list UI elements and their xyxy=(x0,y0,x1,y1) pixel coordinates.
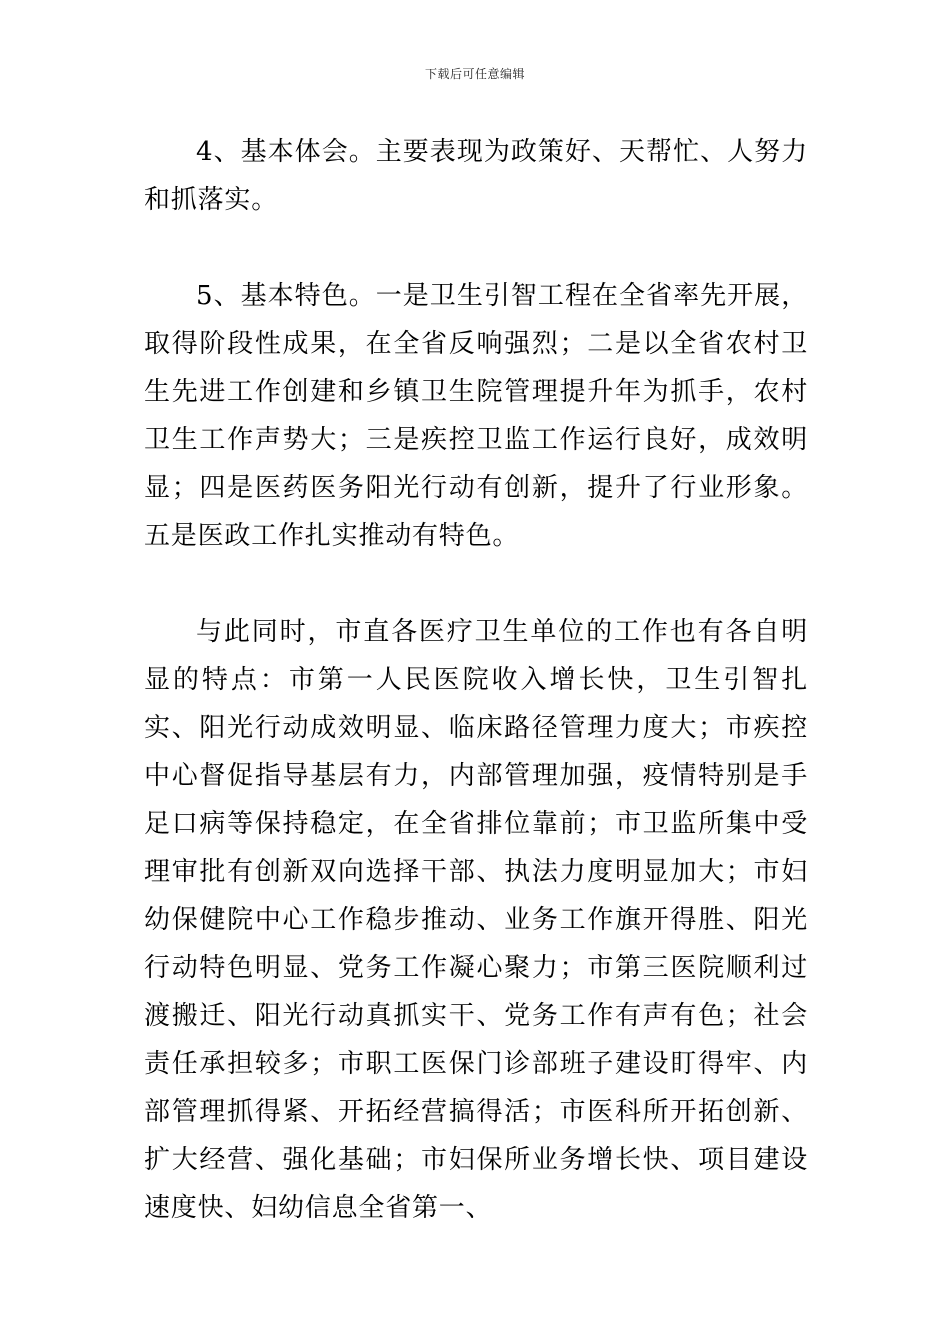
document-body xyxy=(144,128,808,1232)
paragraph-unit-characteristics: 与此同时，市直各医疗卫生单位的工作也有各自明显的特点：市第一人民医院收入增长快，卫生引智扎实、阳光行动成效明显、临床路径管理力度大；市疾控中心督促指导基层有力，内部管理加强，疫情特别是手足口病等保持稳定，在全省排位靠前；市卫监所集中受理审批有创新双向选择干部、执法力度明显加大；市妇幼保健院中心工作稳步推动、业务工作旗开得胜、阳光行动特色明显、党务工作凝心聚力；市第三医院顺利过渡搬迁、阳光行动真抓实干、党务工作有声有色；社会责任承担较多；市职工医保门诊部班子建设盯得牢、内部管理抓得紧、开拓经营搞得活；市医科所开拓创新、扩大经营、强化基础；市妇保所业务增长快、项目建设速度快、妇幼信息全省第一、 xyxy=(144,617,808,1223)
header-note: 下载后可任意编辑 xyxy=(424,67,525,81)
paragraph-basic-features: 5、基本特色。一是卫生引智工程在全省率先开展，取得阶段性成果，在全省反响强烈；二是以全省农村卫生先进工作创建和乡镇卫生院管理提升年为抓手，农村卫生工作声势大；三是疾控卫监工作运行良好，成效明显；四是医药医务阳光行动有创新，提升了行业形象。五是医政工作扎实推动有特色。 xyxy=(144,281,808,551)
paragraph-basic-experience: 4、基本体会。主要表现为政策好、天帮忙、人努力和抓落实。 xyxy=(144,137,808,215)
